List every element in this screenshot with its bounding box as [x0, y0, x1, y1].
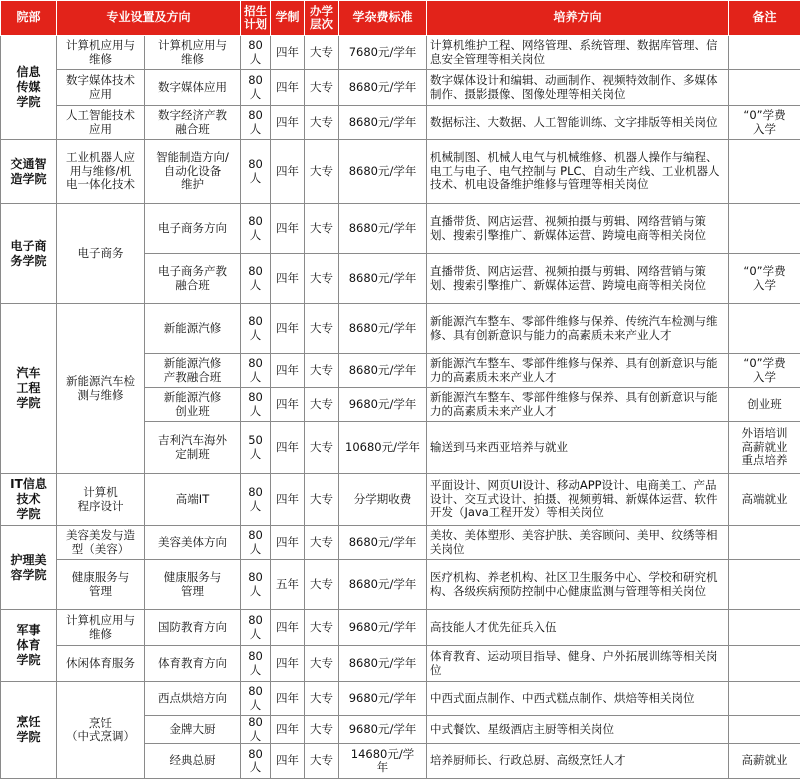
duration-cell: 四年 — [271, 140, 305, 204]
fee-cell: 分学期收费 — [339, 474, 427, 526]
fee-cell: 14680元/学 年 — [339, 744, 427, 779]
direction-cell: 健康服务与 管理 — [145, 560, 241, 610]
remark-cell — [729, 36, 800, 70]
quota-cell: 80人 — [241, 36, 271, 70]
level-cell: 大专 — [305, 610, 339, 646]
table-row — [1, 560, 800, 610]
direction-cell: 美容美体方向 — [145, 526, 241, 560]
remark-cell — [729, 682, 800, 716]
fee-cell: 8680元/学年 — [339, 254, 427, 304]
duration-cell: 四年 — [271, 388, 305, 422]
level-cell: 大专 — [305, 560, 339, 610]
quota-cell: 80人 — [241, 70, 271, 106]
major-cell: 工业机器人应 用与维修/机 电一体化技术 — [57, 140, 145, 204]
level-cell: 大专 — [305, 354, 339, 388]
duration-cell: 四年 — [271, 70, 305, 106]
remark-cell — [729, 140, 800, 204]
level-cell: 大专 — [305, 304, 339, 354]
remark-cell: “0”学费 入学 — [729, 354, 800, 388]
remark-cell — [729, 646, 800, 682]
remark-cell — [729, 70, 800, 106]
level-cell: 大专 — [305, 682, 339, 716]
direction-cell: 新能源汽修 创业班 — [145, 388, 241, 422]
direction-cell: 国防教育方向 — [145, 610, 241, 646]
fee-cell: 9680元/学年 — [339, 716, 427, 744]
fee-cell: 8680元/学年 — [339, 140, 427, 204]
duration-cell: 四年 — [271, 422, 305, 474]
header-college: 院部 — [1, 1, 57, 36]
position-cell: 机械制图、机械人电气与机械维修、机器人操作与编程、电工与电子、电气控制与 PLC、自动生产线、工业机器人技术、机电设备维护维修与管理等相关岗位 — [427, 140, 729, 204]
table-row — [1, 70, 800, 106]
remark-cell — [729, 610, 800, 646]
major-cell: 健康服务与 管理 — [57, 560, 145, 610]
major-cell: 计算机应用与 维修 — [57, 36, 145, 70]
level-cell: 大专 — [305, 254, 339, 304]
direction-cell: 经典总厨 — [145, 744, 241, 779]
major-cell: 休闲体育服务 — [57, 646, 145, 682]
college-it: IT信息 技术 学院 — [1, 474, 57, 526]
fee-cell: 9680元/学年 — [339, 610, 427, 646]
quota-cell: 80人 — [241, 646, 271, 682]
remark-cell — [729, 304, 800, 354]
quota-cell: 80人 — [241, 140, 271, 204]
college-military: 军事 体育 学院 — [1, 610, 57, 682]
level-cell: 大专 — [305, 646, 339, 682]
direction-cell: 西点烘焙方向 — [145, 682, 241, 716]
direction-cell: 金牌大厨 — [145, 716, 241, 744]
level-cell: 大专 — [305, 204, 339, 254]
position-cell: 中西式面点制作、中西式糕点制作、烘焙等相关岗位 — [427, 682, 729, 716]
major-cell: 电子商务 — [57, 204, 145, 304]
remark-cell: “0”学费 入学 — [729, 254, 800, 304]
duration-cell: 四年 — [271, 354, 305, 388]
quota-cell: 80人 — [241, 716, 271, 744]
fee-cell: 10680元/学年 — [339, 422, 427, 474]
remark-cell: 高端就业 — [729, 474, 800, 526]
level-cell: 大专 — [305, 716, 339, 744]
position-cell: 中式餐饮、星级酒店主厨等相关岗位 — [427, 716, 729, 744]
direction-cell: 数字经济产教 融合班 — [145, 106, 241, 140]
duration-cell: 四年 — [271, 610, 305, 646]
duration-cell: 四年 — [271, 304, 305, 354]
table-row — [1, 610, 800, 646]
position-cell: 医疗机构、养老机构、社区卫生服务中心、学校和研究机构、各级疾病预防控制中心健康监测与管理等相关岗位 — [427, 560, 729, 610]
fee-cell: 8680元/学年 — [339, 526, 427, 560]
table-row — [1, 682, 800, 716]
level-cell: 大专 — [305, 140, 339, 204]
table-row — [1, 36, 800, 70]
duration-cell: 四年 — [271, 474, 305, 526]
remark-cell: 高薪就业 — [729, 744, 800, 779]
major-cell: 美容美发与造 型（美容） — [57, 526, 145, 560]
duration-cell: 四年 — [271, 744, 305, 779]
quota-cell: 80人 — [241, 106, 271, 140]
direction-cell: 新能源汽修 — [145, 304, 241, 354]
table-row — [1, 140, 800, 204]
duration-cell: 四年 — [271, 106, 305, 140]
direction-cell: 计算机应用与 维修 — [145, 36, 241, 70]
major-cell: 人工智能技术 应用 — [57, 106, 145, 140]
position-cell: 直播带货、网店运营、视频拍摄与剪辑、网络营销与策划、搜索引擎推广、新媒体运营、跨境电商等相关岗位 — [427, 204, 729, 254]
position-cell: 新能源汽车整车、零部件维修与保养、具有创新意识与能力的高素质未来产业人才 — [427, 388, 729, 422]
remark-cell — [729, 526, 800, 560]
position-cell: 培养厨师长、行政总厨、高级烹饪人才 — [427, 744, 729, 779]
table-row — [1, 304, 800, 354]
duration-cell: 四年 — [271, 716, 305, 744]
quota-cell: 80人 — [241, 204, 271, 254]
duration-cell: 四年 — [271, 646, 305, 682]
header-level: 办学 层次 — [305, 1, 339, 36]
position-cell: 美妆、美体塑形、美容护肤、美容顾问、美甲、纹绣等相关岗位 — [427, 526, 729, 560]
quota-cell: 80人 — [241, 388, 271, 422]
level-cell: 大专 — [305, 36, 339, 70]
quota-cell: 80人 — [241, 354, 271, 388]
fee-cell: 8680元/学年 — [339, 204, 427, 254]
position-cell: 高技能人才优先征兵入伍 — [427, 610, 729, 646]
quota-cell: 80人 — [241, 254, 271, 304]
major-cell: 新能源汽车检 测与维修 — [57, 304, 145, 474]
table-row — [1, 204, 800, 254]
level-cell: 大专 — [305, 422, 339, 474]
header-program: 专业设置及方向 — [57, 1, 241, 36]
position-cell: 数字媒体设计和编辑、动画制作、视频特效制作、多媒体制作、摄影摄像、图像处理等相关岗位 — [427, 70, 729, 106]
quota-cell: 80人 — [241, 474, 271, 526]
position-cell: 体育教育、运动项目指导、健身、户外拓展训练等相关岗位 — [427, 646, 729, 682]
quota-cell: 80人 — [241, 610, 271, 646]
header-fee: 学杂费标准 — [339, 1, 427, 36]
direction-cell: 电子商务产教 融合班 — [145, 254, 241, 304]
header-duration: 学制 — [271, 1, 305, 36]
position-cell: 数据标注、大数据、人工智能训练、文字排版等相关岗位 — [427, 106, 729, 140]
remark-cell — [729, 204, 800, 254]
college-info: 信息 传媒 学院 — [1, 36, 57, 140]
college-cooking: 烹饪 学院 — [1, 682, 57, 779]
direction-cell: 数字媒体应用 — [145, 70, 241, 106]
level-cell: 大专 — [305, 744, 339, 779]
remark-cell: 外语培训 高薪就业 重点培养 — [729, 422, 800, 474]
direction-cell: 吉利汽车海外 定制班 — [145, 422, 241, 474]
header-quota: 招生 计划 — [241, 1, 271, 36]
remark-cell — [729, 716, 800, 744]
quota-cell: 80人 — [241, 526, 271, 560]
header-remark: 备注 — [729, 1, 800, 36]
position-cell: 新能源汽车整车、零部件维修与保养、具有创新意识与能力的高素质未来产业人才 — [427, 354, 729, 388]
table-row — [1, 526, 800, 560]
level-cell: 大专 — [305, 106, 339, 140]
fee-cell: 8680元/学年 — [339, 354, 427, 388]
major-cell: 数字媒体技术 应用 — [57, 70, 145, 106]
direction-cell: 新能源汽修 产教融合班 — [145, 354, 241, 388]
fee-cell: 9680元/学年 — [339, 388, 427, 422]
position-cell: 直播带货、网店运营、视频拍摄与剪辑、网络营销与策划、搜索引擎推广、新媒体运营、跨境电商等相关岗位 — [427, 254, 729, 304]
major-cell: 烹饪 （中式烹调） — [57, 682, 145, 779]
table-row — [1, 106, 800, 140]
position-cell: 输送到马来西亚培养与就业 — [427, 422, 729, 474]
remark-cell — [729, 560, 800, 610]
level-cell: 大专 — [305, 388, 339, 422]
fee-cell: 8680元/学年 — [339, 646, 427, 682]
position-cell: 新能源汽车整车、零部件维修与保养、传统汽车检测与维修、具有创新意识与能力的高素质未来产业人才 — [427, 304, 729, 354]
college-auto: 汽车 工程 学院 — [1, 304, 57, 474]
quota-cell: 80人 — [241, 682, 271, 716]
duration-cell: 五年 — [271, 560, 305, 610]
direction-cell: 体育教育方向 — [145, 646, 241, 682]
direction-cell: 智能制造方向/ 自动化设备 维护 — [145, 140, 241, 204]
major-cell: 计算机 程序设计 — [57, 474, 145, 526]
fee-cell: 8680元/学年 — [339, 70, 427, 106]
duration-cell: 四年 — [271, 682, 305, 716]
college-nursing: 护理美 容学院 — [1, 526, 57, 610]
duration-cell: 四年 — [271, 204, 305, 254]
quota-cell: 80人 — [241, 560, 271, 610]
duration-cell: 四年 — [271, 254, 305, 304]
college-transport: 交通智 造学院 — [1, 140, 57, 204]
table-row — [1, 474, 800, 526]
fee-cell: 9680元/学年 — [339, 682, 427, 716]
major-cell: 计算机应用与 维修 — [57, 610, 145, 646]
direction-cell: 电子商务方向 — [145, 204, 241, 254]
header-direction: 培养方向 — [427, 1, 729, 36]
level-cell: 大专 — [305, 526, 339, 560]
quota-cell: 50人 — [241, 422, 271, 474]
table-row — [1, 646, 800, 682]
direction-cell: 高端IT — [145, 474, 241, 526]
quota-cell: 80人 — [241, 744, 271, 779]
remark-cell: 创业班 — [729, 388, 800, 422]
fee-cell: 7680元/学年 — [339, 36, 427, 70]
fee-cell: 8680元/学年 — [339, 106, 427, 140]
fee-cell: 8680元/学年 — [339, 560, 427, 610]
remark-cell: “0”学费 入学 — [729, 106, 800, 140]
college-ecommerce: 电子商 务学院 — [1, 204, 57, 304]
position-cell: 计算机维护工程、网络管理、系统管理、数据库管理、信息安全管理等相关岗位 — [427, 36, 729, 70]
fee-cell: 8680元/学年 — [339, 304, 427, 354]
level-cell: 大专 — [305, 70, 339, 106]
duration-cell: 四年 — [271, 36, 305, 70]
header-row — [1, 1, 800, 36]
quota-cell: 80人 — [241, 304, 271, 354]
duration-cell: 四年 — [271, 526, 305, 560]
level-cell: 大专 — [305, 474, 339, 526]
position-cell: 平面设计、网页UI设计、移动APP设计、电商美工、产品设计、交互式设计、拍摄、视频剪辑、新媒体运营、软件开发（Java工程开发）等相关岗位 — [427, 474, 729, 526]
